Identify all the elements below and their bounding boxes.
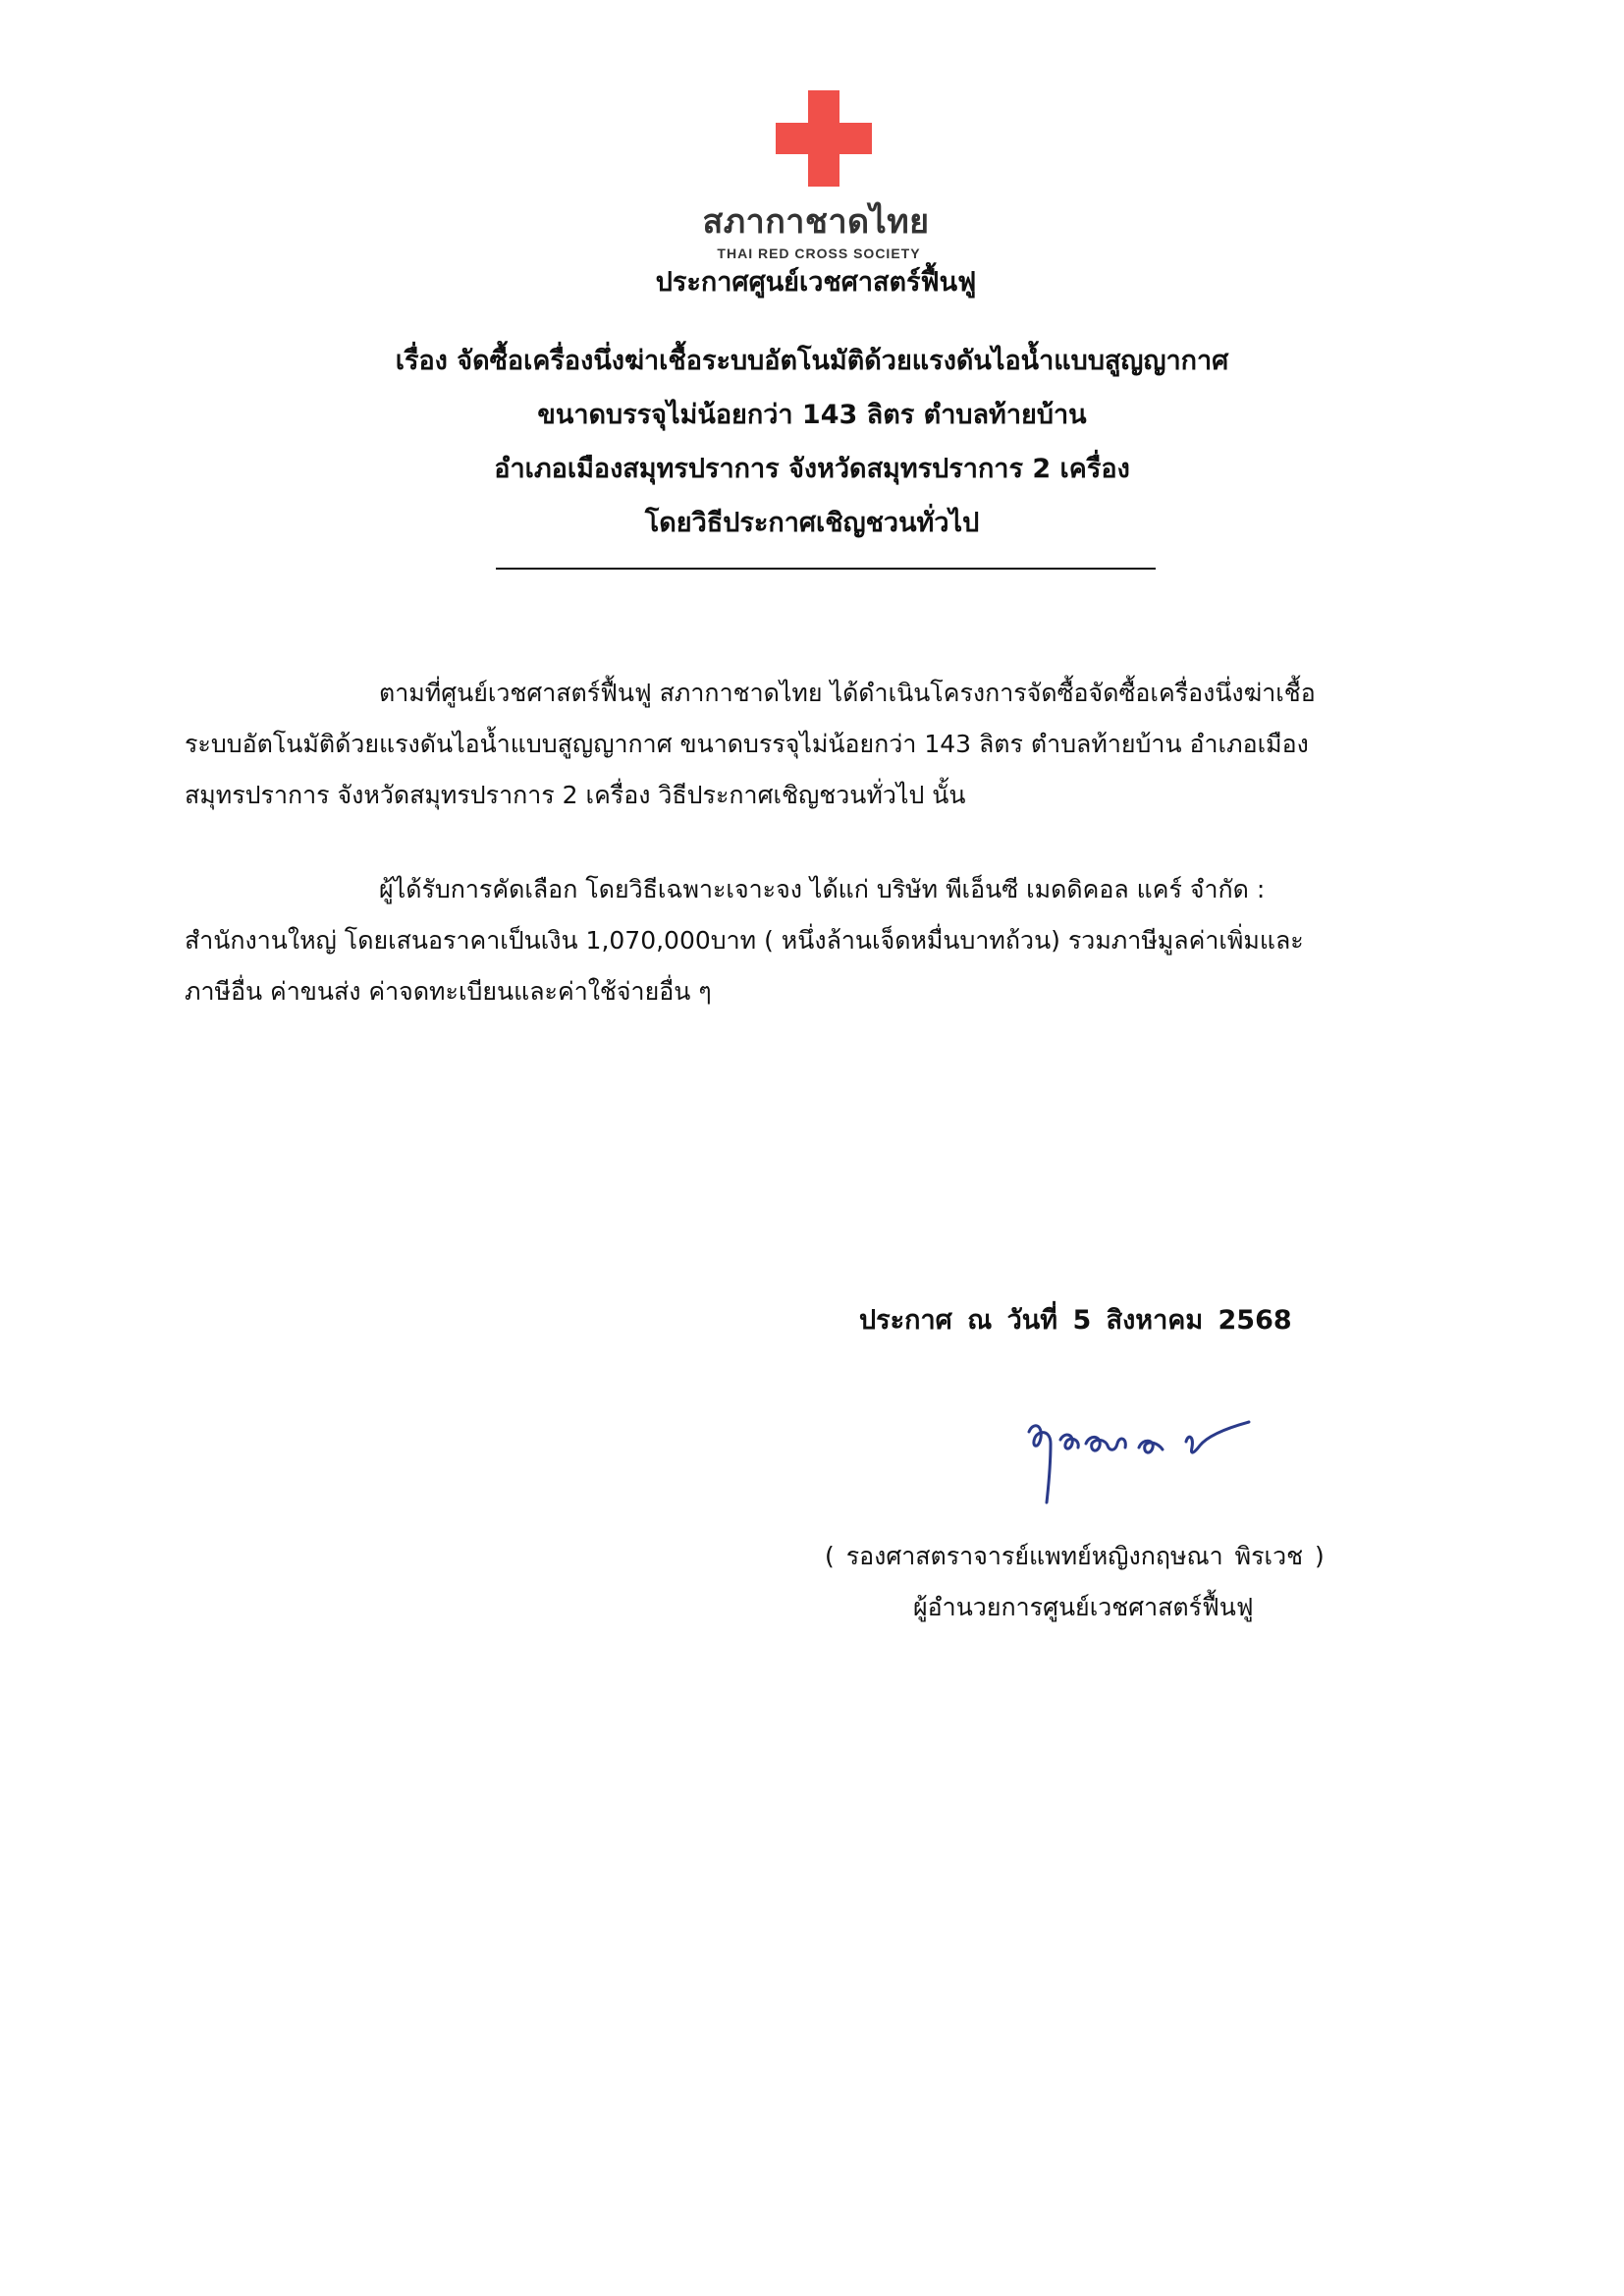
handwritten-signature-icon bbox=[1021, 1404, 1257, 1512]
paragraph-line: ผู้ได้รับการคัดเลือก โดยวิธีเฉพาะเจาะจง ได้แก่ บริษัท พีเอ็นซี เมดดิคอล แคร์ จำกัด : bbox=[379, 875, 1266, 903]
signer-name: ( รองศาสตราจารย์แพทย์หญิงกฤษณา พิรเวช ) bbox=[825, 1542, 1325, 1570]
red-cross-logo-icon bbox=[776, 90, 872, 187]
paragraph-line: สมุทรปราการ จังหวัดสมุทรปราการ 2 เครื่อง วิธีประกาศเชิญชวนทั่วไป นั้น bbox=[185, 781, 966, 809]
subject-block bbox=[0, 334, 1624, 550]
org-name-thai: สภากาชาดไทย bbox=[702, 202, 930, 242]
paragraph-line: สำนักงานใหญ่ โดยเสนอราคาเป็นเงิน 1,070,000บาท ( หนึ่งล้านเจ็ดหมื่นบาทถ้วน) รวมภาษีมูลค่าเพิ่มและ bbox=[185, 926, 1304, 955]
subject-line: อำเภอเมืองสมุทรปราการ จังหวัดสมุทรปราการ 2 เครื่อง bbox=[494, 454, 1130, 484]
subject-line: เรื่อง จัดซื้อเครื่องนึ่งฆ่าเชื้อระบบอัตโนมัติด้วยแรงดันไอน้ำแบบสูญญากาศ bbox=[395, 346, 1229, 376]
paragraph-line: ระบบอัตโนมัติด้วยแรงดันไอน้ำแบบสูญญากาศ ขนาดบรรจุไม่น้อยกว่า 143 ลิตร ตำบลท้ายบ้าน อำเภอเมือง bbox=[185, 730, 1309, 758]
paragraph-line: ตามที่ศูนย์เวชศาสตร์ฟื้นฟู สภากาชาดไทย ได้ดำเนินโครงการจัดซื้อจัดซื้อเครื่องนึ่งฆ่าเชื้อ bbox=[379, 679, 1316, 707]
announcement-title: ประกาศศูนย์เวชศาสตร์ฟื้นฟู bbox=[655, 267, 977, 298]
divider-line bbox=[496, 568, 1156, 570]
subject-line: โดยวิธีประกาศเชิญชวนทั่วไป bbox=[644, 508, 980, 538]
paragraph-2 bbox=[185, 864, 1420, 1017]
subject-line: ขนาดบรรจุไม่น้อยกว่า 143 ลิตร ตำบลท้ายบ้าน bbox=[537, 400, 1087, 430]
org-name-english: THAI RED CROSS SOCIETY bbox=[717, 246, 921, 261]
announcement-date: ประกาศ ณ วันที่ 5 สิงหาคม 2568 bbox=[859, 1305, 1292, 1336]
paragraph-1 bbox=[185, 668, 1420, 821]
paragraph-line: ภาษีอื่น ค่าขนส่ง ค่าจดทะเบียนและค่าใช้จ่ายอื่น ๆ bbox=[185, 977, 712, 1006]
signer-title: ผู้อำนวยการศูนย์เวชศาสตร์ฟื้นฟู bbox=[913, 1593, 1254, 1621]
